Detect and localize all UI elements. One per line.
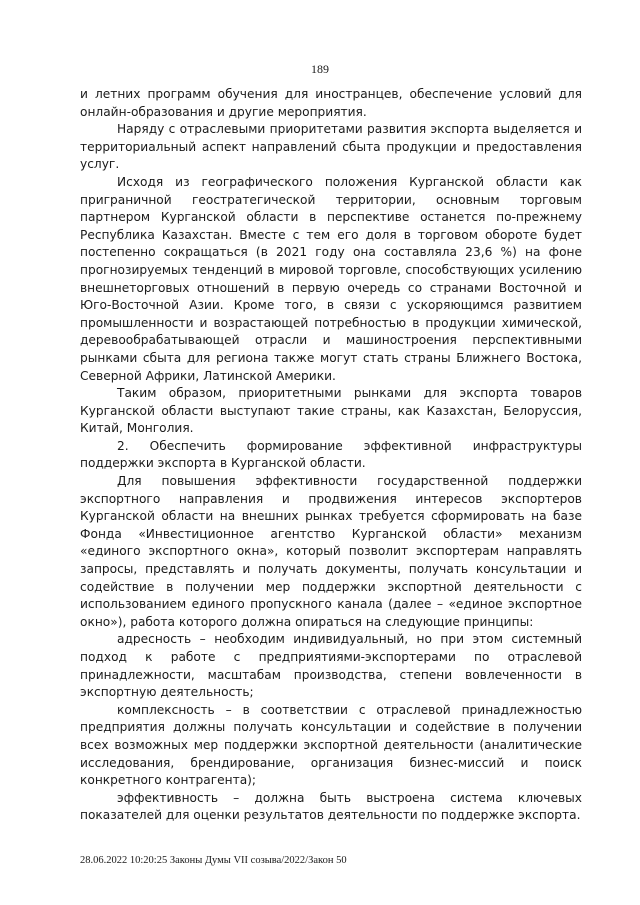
page-number: 189: [311, 62, 329, 76]
paragraph: 2. Обеспечить формирование эффективной инфраструктуры поддержки экспорта в Курганской области.: [80, 438, 582, 471]
paragraph: Таким образом, приоритетными рынками для экспорта товаров Курганской области выступают такие страны, как Казахстан, Белоруссия, Китай, Монголия.: [80, 386, 582, 436]
footer-stamp: 28.06.2022 10:20:25 Законы Думы VII созыва/2022/Закон 50: [80, 855, 347, 866]
paragraph: адресность – необходим индивидуальный, но при этом системный подход к работе с предприятиями-экспортерами по отраслевой принадлежности, масштабам производства, степени вовлеченности в экспортную деятельность;: [80, 632, 582, 700]
document-body: [80, 86, 582, 825]
paragraph: Наряду с отраслевыми приоритетами развития экспорта выделяется и территориальный аспект направлений сбыта продукции и предоставления услуг.: [80, 122, 582, 172]
paragraph: и летних программ обучения для иностранцев, обеспечение условий для онлайн-образования и другие мероприятия.: [80, 87, 582, 119]
paragraph: эффективность – должна быть выстроена система ключевых показателей для оценки результатов деятельности по поддержке экспорта.: [80, 790, 582, 823]
paragraph: Для повышения эффективности государственной поддержки экспортного направления и продвижения интересов экспортеров Курганской области на внешних рынках требуется сформировать на базе Фонда «Инвестиционное агентство Курганской области» механизм «единого экспортного окна», который позволит экспортерам направлять запросы, представлять и получать документы, получать консультации и содействие в получении мер поддержки экспортной деятельности с использованием единого пропускного канала (далее – «единое экспортное окно»), работа которого должна опираться на следующие принципы:: [80, 474, 582, 629]
paragraph: Исходя из географического положения Курганской области как приграничной геостратегической территории, основным торговым партнером Курганской области в перспективе останется по-прежнему Республика Казахстан. Вместе с тем его доля в торговом обороте будет постепенно сокращаться (в 2021 году она составляла 23,6 %) на фоне прогнозируемых тенденций в мировой торговле, способствующих усилению внешнеторговых отношений в первую очередь со странами Восточной и Юго-Восточной Азии. Кроме того, в связи с ускоряющимся развитием промышленности и возрастающей потребностью в продукции химической, деревообрабатывающей отрасли и машиностроения перспективными рынками сбыта для региона также могут стать страны Ближнего Востока, Северной Африки, Латинской Америки.: [80, 174, 582, 383]
paragraph: комплексность – в соответствии с отраслевой принадлежностью предприятия должны получать консультации и содействие в получении всех возможных мер поддержки экспортной деятельности (аналитические исследования, брендирование, организация бизнес-миссий и поиск конкретного контрагента);: [80, 702, 582, 788]
